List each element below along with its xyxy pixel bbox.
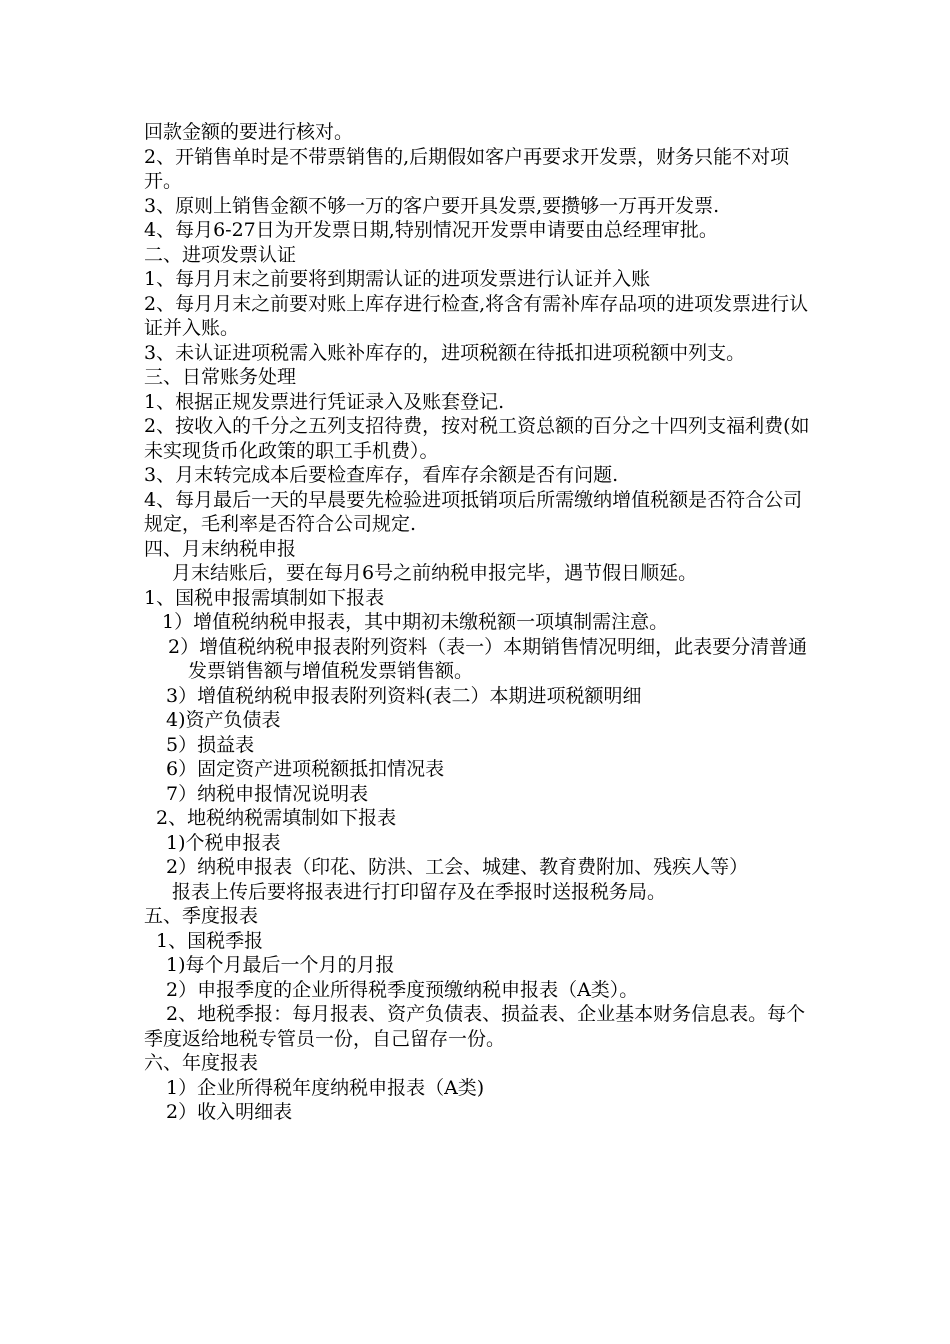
- paragraph: 3、原则上销售金额不够一万的客户要开具发票,要攒够一万再开发票.: [144, 194, 720, 217]
- paragraph: 2、按收入的千分之五列支招待费，按对税工资总额的百分之十四列支福利费(如未实现货币化政策的职工手机费）。: [144, 415, 810, 462]
- paragraph: 1、每月月末之前要将到期需认证的进项发票进行认证并入账: [144, 268, 651, 290]
- section-heading: 二、进项发票认证: [144, 243, 297, 266]
- list-item: 2）申报季度的企业所得税季度预缴纳税申报表（A类）。: [166, 978, 639, 1001]
- paragraph: 4、每月6-27日为开发票日期,特别情况开发票申请要由总经理审批。: [144, 219, 718, 241]
- list-item: 4)资产负债表: [166, 709, 281, 731]
- subsection-heading: 2、地税纳税需填制如下报表: [156, 807, 397, 829]
- paragraph: 2、每月月末之前要对账上库存进行检查,将含有需补库存品项的进项发票进行认证并入账。: [144, 292, 809, 339]
- list-item: 5）损益表: [166, 733, 255, 756]
- list-item: 1）增值税纳税申报表，其中期初未缴税额一项填制需注意。: [162, 611, 669, 633]
- list-item: 2）收入明细表: [166, 1101, 293, 1123]
- subsection-heading: 1、国税季报: [156, 929, 264, 952]
- list-item: 6）固定资产进项税额抵扣情况表: [166, 758, 445, 780]
- paragraph: 2、地税季报：每月报表、资产负债表、损益表、企业基本财务信息表。每个季度返给地税专管员一份，自己留存一份。: [144, 1003, 806, 1050]
- paragraph: 3、月末转完成本后要检查库存，看库存余额是否有问题.: [144, 464, 619, 486]
- list-item: 1）企业所得税年度纳税申报表（A类): [166, 1076, 485, 1099]
- list-item: 1)每个月最后一个月的月报: [166, 954, 395, 976]
- section-heading: 四、月末纳税申报: [144, 537, 297, 560]
- list-item: 7）纳税申报情况说明表: [166, 782, 369, 805]
- document-body: [144, 120, 810, 1125]
- paragraph: 报表上传后要将报表进行打印留存及在季报时送报税务局。: [172, 880, 667, 903]
- paragraph: 4、每月最后一天的早晨要先检验进项抵销项后所需缴纳增值税额是否符合公司规定，毛利率是否符合公司规定.: [144, 488, 803, 535]
- paragraph: 月末结账后，要在每月6号之前纳税申报完毕，遇节假日顺延。: [172, 562, 698, 584]
- paragraph: 1、根据正规发票进行凭证录入及账套登记.: [144, 390, 505, 413]
- list-item: 2）增值税纳税申报表附列资料（表一）本期销售情况明细，此表要分清普通发票销售额与增值税发票销售额。: [168, 635, 808, 682]
- section-heading: 六、年度报表: [144, 1052, 259, 1074]
- section-heading: 五、季度报表: [144, 905, 259, 927]
- paragraph: 2、开销售单时是不带票销售的,后期假如客户再要求开发票，财务只能不对项开。: [144, 145, 790, 192]
- section-heading: 三、日常账务处理: [144, 366, 297, 388]
- paragraph: 回款金额的要进行核对。: [144, 121, 354, 143]
- subsection-heading: 1、国税申报需填制如下报表: [144, 586, 385, 609]
- list-item: 3）增值税纳税申报表附列资料(表二）本期进项税额明细: [166, 684, 642, 707]
- list-item: 1)个税申报表: [166, 831, 281, 854]
- list-item: 2）纳税申报表（印花、防洪、工会、城建、教育费附加、残疾人等）: [166, 856, 749, 878]
- paragraph: 3、未认证进项税需入账补库存的，进项税额在待抵扣进项税额中列支。: [144, 341, 746, 364]
